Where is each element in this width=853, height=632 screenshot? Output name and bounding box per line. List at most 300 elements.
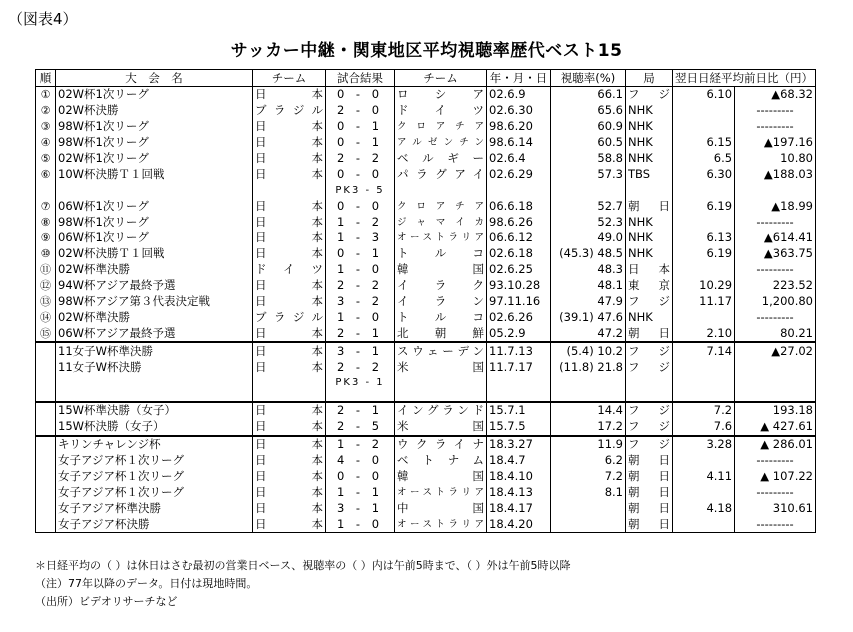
rank-cell: ②	[36, 103, 56, 119]
rank-cell	[36, 500, 56, 516]
spacer-row	[36, 391, 816, 402]
team2-cell: イングランド	[395, 402, 487, 419]
result-cell: 2 - 5	[326, 419, 395, 436]
rating-cell: 52.7	[551, 198, 626, 214]
nikkei-date-cell: 2.10	[673, 325, 735, 342]
event-cell: 11女子W杯決勝	[56, 359, 253, 375]
nikkei-diff-cell: 1,200.80	[735, 294, 816, 310]
station-cell: NHK	[626, 309, 673, 325]
table-row	[36, 294, 816, 310]
station-cell: フジ	[626, 359, 673, 375]
date-cell: 02.6.30	[487, 103, 551, 119]
rank-cell: ⑦	[36, 198, 56, 214]
result-cell: 1 - 0	[326, 516, 395, 532]
team2-cell: クロアチア	[395, 198, 487, 214]
result-cell: 2 - 0	[326, 103, 395, 119]
team1-cell: 日本	[253, 166, 326, 182]
station-cell: NHK	[626, 135, 673, 151]
nikkei-diff-cell: 223.52	[735, 278, 816, 294]
team2-cell: オーストラリア	[395, 230, 487, 246]
team1-cell: 日本	[253, 484, 326, 500]
table-row	[36, 436, 816, 453]
event-cell: キリンチャレンジ杯	[56, 436, 253, 453]
station-cell: 朝日	[626, 500, 673, 516]
rank-cell: ③	[36, 119, 56, 135]
rank-cell	[36, 402, 56, 419]
nikkei-diff-cell: ▲188.03	[735, 166, 816, 182]
nikkei-diff-cell: ---------	[735, 453, 816, 469]
team2-cell: トルコ	[395, 309, 487, 325]
event-cell: 02W杯準決勝	[56, 309, 253, 325]
nikkei-date-cell	[673, 103, 735, 119]
team1-cell: ドイツ	[253, 262, 326, 278]
date-cell: 02.6.26	[487, 309, 551, 325]
event-cell: 02W杯決勝Ｔ１回戦	[56, 246, 253, 262]
date-cell: 02.6.29	[487, 166, 551, 182]
rank-cell: ⑪	[36, 262, 56, 278]
result-cell: 4 - 0	[326, 453, 395, 469]
result-cell: 0 - 0	[326, 468, 395, 484]
team2-cell: ロシア	[395, 87, 487, 103]
nikkei-date-cell: 6.10	[673, 87, 735, 103]
team2-cell: クロアチア	[395, 119, 487, 135]
date-cell: 11.7.17	[487, 359, 551, 375]
table-row	[36, 309, 816, 325]
empty-cell	[735, 182, 816, 198]
date-cell: 93.10.28	[487, 278, 551, 294]
rank-cell	[36, 342, 56, 359]
spacer-cell	[673, 391, 735, 402]
nikkei-date-cell	[673, 309, 735, 325]
empty-cell	[487, 375, 551, 391]
team2-cell: ベルギー	[395, 151, 487, 167]
rating-cell: (11.8) 21.8	[551, 359, 626, 375]
table-row	[36, 87, 816, 103]
rating-cell: 60.5	[551, 135, 626, 151]
team2-cell: 韓国	[395, 468, 487, 484]
result-cell: 1 - 3	[326, 230, 395, 246]
event-cell: 女子アジア杯決勝	[56, 516, 253, 532]
station-cell: TBS	[626, 166, 673, 182]
empty-cell	[487, 182, 551, 198]
event-cell: 94W杯アジア最終予選	[56, 278, 253, 294]
nikkei-date-cell: 4.18	[673, 500, 735, 516]
pk-score: PK3 - 1	[326, 375, 395, 391]
event-cell: 98W杯アジア第３代表決定戦	[56, 294, 253, 310]
rating-cell: 17.2	[551, 419, 626, 436]
table-row	[36, 419, 816, 436]
rank-cell: ⑬	[36, 294, 56, 310]
rank-cell	[36, 436, 56, 453]
spacer-cell	[326, 391, 395, 402]
empty-cell	[626, 182, 673, 198]
station-cell: NHK	[626, 214, 673, 230]
page-title: サッカー中継・関東地区平均視聴率歴代ベスト15	[230, 41, 623, 61]
nikkei-date-cell: 6.19	[673, 246, 735, 262]
date-cell: 18.4.10	[487, 468, 551, 484]
team1-cell: 日本	[253, 516, 326, 532]
date-cell: 18.3.27	[487, 436, 551, 453]
team2-cell: ドイツ	[395, 103, 487, 119]
rating-cell: 65.6	[551, 103, 626, 119]
header-station: 局	[626, 70, 673, 87]
table-body	[36, 87, 816, 533]
team1-cell: 日本	[253, 359, 326, 375]
result-cell: 1 - 2	[326, 436, 395, 453]
table-row	[36, 500, 816, 516]
station-cell: 朝日	[626, 198, 673, 214]
empty-cell	[735, 375, 816, 391]
team1-cell: 日本	[253, 436, 326, 453]
team1-cell: 日本	[253, 87, 326, 103]
rating-cell	[551, 516, 626, 532]
rating-cell: (45.3) 48.5	[551, 246, 626, 262]
nikkei-date-cell	[673, 359, 735, 375]
team1-cell: 日本	[253, 119, 326, 135]
date-cell: 02.6.18	[487, 246, 551, 262]
rating-cell: 14.4	[551, 402, 626, 419]
nikkei-diff-cell: ▲27.02	[735, 342, 816, 359]
team2-cell: ウクライナ	[395, 436, 487, 453]
team2-cell: ベトナム	[395, 453, 487, 469]
date-cell: 18.4.17	[487, 500, 551, 516]
empty-cell	[36, 182, 56, 198]
empty-cell	[56, 182, 253, 198]
empty-cell	[673, 182, 735, 198]
nikkei-diff-cell: ---------	[735, 309, 816, 325]
nikkei-diff-cell: 10.80	[735, 151, 816, 167]
table-row	[36, 230, 816, 246]
nikkei-date-cell: 6.19	[673, 198, 735, 214]
header-date: 年・月・日	[487, 70, 551, 87]
pk-row	[36, 375, 816, 391]
rating-cell: 49.0	[551, 230, 626, 246]
note-source: （出所）ビデオリサーチなど	[35, 595, 178, 608]
table-row	[36, 453, 816, 469]
result-cell: 0 - 0	[326, 166, 395, 182]
event-cell: 女子アジア杯１次リーグ	[56, 468, 253, 484]
table-row	[36, 103, 816, 119]
event-cell: 15W杯決勝（女子）	[56, 419, 253, 436]
nikkei-diff-cell: 80.21	[735, 325, 816, 342]
rating-cell: 7.2	[551, 468, 626, 484]
rank-cell: ⑩	[36, 246, 56, 262]
ratings-table	[35, 69, 816, 533]
nikkei-diff-cell: ---------	[735, 484, 816, 500]
team1-cell: 日本	[253, 453, 326, 469]
team1-cell: 日本	[253, 342, 326, 359]
empty-cell	[36, 375, 56, 391]
rank-cell: ④	[36, 135, 56, 151]
date-cell: 02.6.25	[487, 262, 551, 278]
table-row	[36, 151, 816, 167]
figure-label: （図表4）	[8, 10, 78, 28]
result-cell: 3 - 1	[326, 500, 395, 516]
result-cell: 2 - 1	[326, 325, 395, 342]
team2-cell: 北朝鮮	[395, 325, 487, 342]
nikkei-date-cell	[673, 516, 735, 532]
team2-cell: 韓国	[395, 262, 487, 278]
result-cell: 0 - 0	[326, 198, 395, 214]
rank-cell: ①	[36, 87, 56, 103]
nikkei-date-cell: 4.11	[673, 468, 735, 484]
date-cell: 18.4.7	[487, 453, 551, 469]
nikkei-diff-cell: ▲197.16	[735, 135, 816, 151]
event-cell: 02W杯準決勝	[56, 262, 253, 278]
station-cell: フジ	[626, 342, 673, 359]
empty-cell	[395, 182, 487, 198]
date-cell: 06.6.12	[487, 230, 551, 246]
note-asterisk: ＊日経平均の（ ）は休日はさむ最初の営業日ベース、視聴率の（ ）内は午前5時まで、（ ）外は午前5時以降	[35, 559, 571, 572]
team2-cell: スウェーデン	[395, 342, 487, 359]
event-cell: 女子アジア杯１次リーグ	[56, 484, 253, 500]
nikkei-date-cell: 6.13	[673, 230, 735, 246]
nikkei-diff-cell: ▲614.41	[735, 230, 816, 246]
spacer-cell	[395, 391, 487, 402]
date-cell: 02.6.4	[487, 151, 551, 167]
nikkei-date-cell	[673, 119, 735, 135]
nikkei-diff-cell: ▲18.99	[735, 198, 816, 214]
team1-cell: 日本	[253, 151, 326, 167]
rank-cell	[36, 419, 56, 436]
nikkei-diff-cell: ---------	[735, 214, 816, 230]
header-rank: 順	[36, 70, 56, 87]
result-cell: 2 - 2	[326, 151, 395, 167]
station-cell: 朝日	[626, 453, 673, 469]
station-cell: NHK	[626, 119, 673, 135]
team1-cell: 日本	[253, 325, 326, 342]
spacer-cell	[253, 391, 326, 402]
rank-cell: ⑫	[36, 278, 56, 294]
rank-cell: ⑭	[36, 309, 56, 325]
team1-cell: ブラジル	[253, 309, 326, 325]
nikkei-date-cell: 7.6	[673, 419, 735, 436]
station-cell: 朝日	[626, 468, 673, 484]
date-cell: 97.11.16	[487, 294, 551, 310]
team2-cell: イラン	[395, 294, 487, 310]
rating-cell: 8.1	[551, 484, 626, 500]
nikkei-date-cell: 7.2	[673, 402, 735, 419]
result-cell: 0 - 0	[326, 87, 395, 103]
result-cell: 0 - 1	[326, 135, 395, 151]
team2-cell: イラク	[395, 278, 487, 294]
pk-row	[36, 182, 816, 198]
rating-cell: (39.1) 47.6	[551, 309, 626, 325]
date-cell: 02.6.9	[487, 87, 551, 103]
nikkei-diff-cell: 310.61	[735, 500, 816, 516]
table-row	[36, 516, 816, 532]
station-cell: 朝日	[626, 484, 673, 500]
table-row	[36, 484, 816, 500]
date-cell: 98.6.20	[487, 119, 551, 135]
station-cell: フジ	[626, 402, 673, 419]
nikkei-diff-cell: 193.18	[735, 402, 816, 419]
station-cell: NHK	[626, 246, 673, 262]
result-cell: 1 - 2	[326, 214, 395, 230]
event-cell: 女子アジア杯１次リーグ	[56, 453, 253, 469]
empty-cell	[673, 375, 735, 391]
event-cell: 06W杯アジア最終予選	[56, 325, 253, 342]
team1-cell: 日本	[253, 419, 326, 436]
result-cell: 0 - 1	[326, 246, 395, 262]
table-row	[36, 198, 816, 214]
station-cell: 朝日	[626, 325, 673, 342]
result-cell: 2 - 1	[326, 402, 395, 419]
rating-cell: 58.8	[551, 151, 626, 167]
nikkei-diff-cell: ---------	[735, 119, 816, 135]
header-team2: チーム	[395, 70, 487, 87]
event-cell: 02W杯1次リーグ	[56, 87, 253, 103]
rank-cell	[36, 516, 56, 532]
spacer-cell	[626, 391, 673, 402]
header-result: 試合結果	[326, 70, 395, 87]
header-nikkei: 翌日日経平均前日比（円）	[673, 70, 816, 87]
empty-cell	[56, 375, 253, 391]
table-header-row	[36, 70, 816, 87]
spacer-cell	[487, 391, 551, 402]
nikkei-date-cell: 6.5	[673, 151, 735, 167]
team1-cell: 日本	[253, 500, 326, 516]
nikkei-date-cell: 11.17	[673, 294, 735, 310]
event-cell: 女子アジア杯準決勝	[56, 500, 253, 516]
event-cell: 02W杯1次リーグ	[56, 151, 253, 167]
rank-cell: ⑥	[36, 166, 56, 182]
rank-cell: ⑨	[36, 230, 56, 246]
table-row	[36, 359, 816, 375]
empty-cell	[395, 375, 487, 391]
result-cell: 1 - 0	[326, 309, 395, 325]
rating-cell: (5.4) 10.2	[551, 342, 626, 359]
event-cell: 06W杯1次リーグ	[56, 230, 253, 246]
nikkei-diff-cell	[735, 359, 816, 375]
team2-cell: トルコ	[395, 246, 487, 262]
nikkei-diff-cell: ▲ 286.01	[735, 436, 816, 453]
nikkei-diff-cell: ---------	[735, 516, 816, 532]
table-row	[36, 402, 816, 419]
nikkei-diff-cell: ---------	[735, 103, 816, 119]
team1-cell: 日本	[253, 135, 326, 151]
rating-cell: 47.2	[551, 325, 626, 342]
spacer-cell	[36, 391, 56, 402]
empty-cell	[253, 375, 326, 391]
station-cell: フジ	[626, 87, 673, 103]
team1-cell: 日本	[253, 230, 326, 246]
notes	[35, 557, 571, 611]
table-row	[36, 135, 816, 151]
station-cell: NHK	[626, 151, 673, 167]
table-row	[36, 119, 816, 135]
station-cell: 朝日	[626, 516, 673, 532]
nikkei-date-cell: 6.30	[673, 166, 735, 182]
team1-cell: 日本	[253, 198, 326, 214]
date-cell: 18.4.13	[487, 484, 551, 500]
table-row	[36, 468, 816, 484]
nikkei-date-cell	[673, 214, 735, 230]
date-cell: 11.7.13	[487, 342, 551, 359]
rank-cell	[36, 453, 56, 469]
nikkei-diff-cell: ▲ 427.61	[735, 419, 816, 436]
nikkei-date-cell	[673, 484, 735, 500]
team2-cell: アルゼンチン	[395, 135, 487, 151]
nikkei-date-cell: 3.28	[673, 436, 735, 453]
result-cell: 2 - 2	[326, 359, 395, 375]
table-row	[36, 246, 816, 262]
team1-cell: 日本	[253, 278, 326, 294]
event-cell: 98W杯1次リーグ	[56, 119, 253, 135]
header-rating: 視聴率(%)	[551, 70, 626, 87]
table-row	[36, 214, 816, 230]
station-cell: フジ	[626, 294, 673, 310]
team2-cell: パラグアイ	[395, 166, 487, 182]
nikkei-date-cell	[673, 453, 735, 469]
team1-cell: 日本	[253, 468, 326, 484]
team1-cell: 日本	[253, 294, 326, 310]
date-cell: 98.6.14	[487, 135, 551, 151]
pk-score: PK3 - 5	[326, 182, 395, 198]
rating-cell: 66.1	[551, 87, 626, 103]
empty-cell	[551, 182, 626, 198]
station-cell: 東京	[626, 278, 673, 294]
result-cell: 1 - 0	[326, 262, 395, 278]
rank-cell	[36, 484, 56, 500]
rating-cell: 57.3	[551, 166, 626, 182]
team1-cell: 日本	[253, 402, 326, 419]
team1-cell: ブラジル	[253, 103, 326, 119]
event-cell: 98W杯1次リーグ	[56, 135, 253, 151]
empty-cell	[551, 375, 626, 391]
spacer-cell	[735, 391, 816, 402]
date-cell: 15.7.5	[487, 419, 551, 436]
event-cell: 06W杯1次リーグ	[56, 198, 253, 214]
spacer-cell	[551, 391, 626, 402]
empty-cell	[626, 375, 673, 391]
rating-cell: 48.1	[551, 278, 626, 294]
header-team1: チーム	[253, 70, 326, 87]
rating-cell	[551, 500, 626, 516]
station-cell: フジ	[626, 419, 673, 436]
table-row	[36, 262, 816, 278]
team2-cell: 中国	[395, 500, 487, 516]
nikkei-date-cell	[673, 262, 735, 278]
nikkei-date-cell: 7.14	[673, 342, 735, 359]
date-cell: 05.2.9	[487, 325, 551, 342]
team2-cell: 米国	[395, 419, 487, 436]
event-cell: 11女子W杯準決勝	[56, 342, 253, 359]
event-cell: 98W杯1次リーグ	[56, 214, 253, 230]
spacer-cell	[56, 391, 253, 402]
nikkei-date-cell: 6.15	[673, 135, 735, 151]
date-cell: 06.6.18	[487, 198, 551, 214]
rating-cell: 47.9	[551, 294, 626, 310]
table-row	[36, 325, 816, 342]
rating-cell: 11.9	[551, 436, 626, 453]
station-cell: フジ	[626, 436, 673, 453]
team2-cell: オーストラリア	[395, 484, 487, 500]
team2-cell: ジャマイカ	[395, 214, 487, 230]
rank-cell	[36, 468, 56, 484]
rating-cell: 6.2	[551, 453, 626, 469]
result-cell: 3 - 2	[326, 294, 395, 310]
table-row	[36, 342, 816, 359]
table-row	[36, 278, 816, 294]
nikkei-diff-cell: ▲ 107.22	[735, 468, 816, 484]
date-cell: 98.6.26	[487, 214, 551, 230]
event-cell: 02W杯決勝	[56, 103, 253, 119]
result-cell: 0 - 1	[326, 119, 395, 135]
event-cell: 15W杯準決勝（女子）	[56, 402, 253, 419]
station-cell: 日本	[626, 262, 673, 278]
station-cell: NHK	[626, 103, 673, 119]
